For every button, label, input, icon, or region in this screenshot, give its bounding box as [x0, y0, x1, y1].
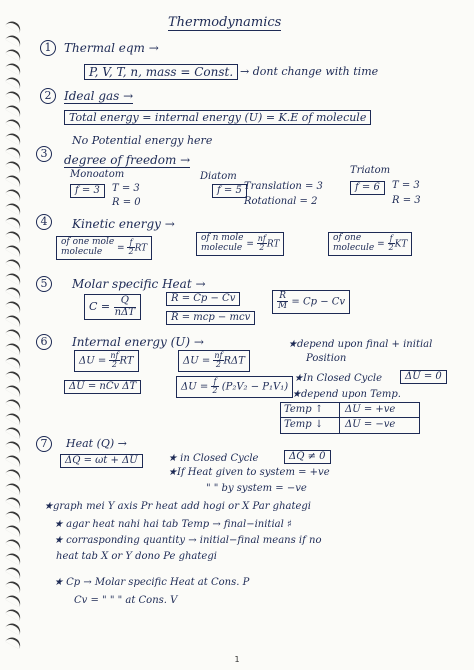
du-pv-box: ΔU = $\frac{f}{2}$ (P₂V₂ − P₁V₁): [176, 376, 293, 398]
section-6-number: 6: [36, 334, 52, 350]
spiral-ring: [5, 383, 23, 398]
diatom-label: Diatom: [200, 171, 237, 182]
spiral-ring: [5, 621, 23, 636]
spiral-ring: [5, 47, 23, 62]
triatom-label: Triatom: [350, 165, 391, 176]
du-note-position: Position: [306, 353, 347, 364]
spiral-ring: [5, 551, 23, 566]
heat-box: ΔQ = ωt + ΔU: [60, 454, 143, 468]
spiral-ring: [5, 411, 23, 426]
section-3-heading: degree of freedom →: [64, 153, 191, 167]
section-5-number: 5: [36, 276, 52, 292]
section-4-number: 4: [36, 214, 52, 230]
ke-n-mole-box: of n mole molecule = $\frac{nf}{2}$ RT: [196, 232, 284, 256]
triatom-t: T = 3: [392, 180, 420, 191]
spiral-ring: [5, 495, 23, 510]
spiral-ring: [5, 19, 23, 34]
temp-decrease-label: Temp ↓: [284, 419, 324, 430]
spiral-ring: [5, 243, 23, 258]
ke-one-molecule-box: of one molecule = $\frac{f}{2}$ KT: [328, 232, 412, 256]
spiral-ring: [5, 565, 23, 580]
du-note-temp: ★depend upon Temp.: [292, 389, 401, 400]
du-zero-box: ΔU = 0: [400, 370, 447, 384]
diatom-rotational: Rotational = 2: [244, 196, 318, 207]
section-4-heading: Kinetic energy →: [72, 217, 175, 231]
spiral-ring: [5, 397, 23, 412]
mayer-mass-box: R = mcp − mcv: [166, 311, 255, 325]
section-1-heading: Thermal eqm →: [64, 41, 159, 55]
heat-note-by-system: " " by system = −ve: [206, 483, 307, 494]
mayer-relation-box: R = Cp − Cv: [166, 292, 240, 306]
du-note-depend: ★depend upon final + initial: [288, 339, 433, 350]
spiral-ring: [5, 75, 23, 90]
temp-table: [280, 402, 420, 434]
note-line-6: Cv = " " " at Cons. V: [74, 595, 178, 606]
page-number: 1: [234, 655, 240, 664]
monoatom-label: Monoatom: [70, 169, 125, 180]
spiral-ring: [5, 33, 23, 48]
monoatom-r: R = 0: [112, 197, 141, 208]
ideal-gas-box: Total energy = internal energy (U) = K.E of molecule: [64, 110, 371, 125]
spiral-ring: [5, 131, 23, 146]
note-line-5: ★ Cp → Molar specific Heat at Cons. P: [54, 577, 250, 588]
heat-note-closed-cycle: ★ in Closed Cycle: [168, 453, 259, 464]
thermal-eq-box: P, V, T, n, mass = Const.: [84, 64, 238, 80]
du-note-closed-cycle: ★In Closed Cycle: [294, 373, 383, 384]
spiral-ring: [5, 201, 23, 216]
note-line-1: ★graph mei Y axis Pr heat add hogi or X Par ghategi: [44, 501, 312, 512]
spiral-ring: [5, 285, 23, 300]
monoatom-f: f = 3: [70, 184, 105, 198]
spiral-ring: [5, 313, 23, 328]
temp-increase-value: ΔU = +ve: [345, 404, 396, 415]
spiral-ring: [5, 579, 23, 594]
du-ncv-box: ΔU = nCv ΔT: [64, 380, 141, 394]
section-2-heading: Ideal gas →: [64, 89, 134, 103]
note-line-4: heat tab X or Y dono Pe ghategi: [56, 551, 217, 562]
ke-one-mole-box: of one mole molecule = $\frac{f}{2}$ RT: [56, 236, 152, 260]
page-title: Thermodynamics: [168, 15, 282, 30]
spiral-ring: [5, 481, 23, 496]
spiral-ring: [5, 271, 23, 286]
spiral-ring: [5, 61, 23, 76]
spiral-ring: [5, 341, 23, 356]
spiral-ring: [5, 467, 23, 482]
du-nf-rt-box: ΔU = $\frac{nf}{2}$ RT: [74, 350, 139, 372]
spiral-ring: [5, 537, 23, 552]
spiral-ring: [5, 593, 23, 608]
spiral-ring: [5, 425, 23, 440]
spiral-ring: [5, 215, 23, 230]
section-3-number: 3: [36, 146, 52, 162]
spiral-ring: [5, 635, 23, 650]
spiral-ring: [5, 229, 23, 244]
spiral-ring: [5, 117, 23, 132]
monoatom-t: T = 3: [112, 183, 140, 194]
section-7-heading: Heat (Q) →: [66, 437, 127, 450]
spiral-ring: [5, 299, 23, 314]
spiral-ring: [5, 103, 23, 118]
section-6-heading: Internal energy (U) →: [72, 335, 204, 349]
section-5-heading: Molar specific Heat →: [72, 277, 206, 291]
spiral-ring: [5, 173, 23, 188]
spiral-ring: [5, 439, 23, 454]
spiral-ring: [5, 453, 23, 468]
molar-heat-box: C = $\frac{Q}{\text{nΔT}}$: [84, 294, 141, 320]
thermal-eq-note: → dont change with time: [240, 65, 379, 78]
spiral-ring: [5, 257, 23, 272]
spiral-ring: [5, 159, 23, 174]
spiral-ring: [5, 369, 23, 384]
spiral-ring: [5, 607, 23, 622]
specific-gas-box: $\frac{R}{M}$ = Cp − Cv: [272, 290, 350, 314]
spiral-ring: [5, 145, 23, 160]
diatom-f: f = 5: [212, 184, 247, 198]
section-7-number: 7: [36, 436, 52, 452]
triatom-r: R = 3: [392, 195, 421, 206]
section-2-number: 2: [40, 88, 56, 104]
spiral-ring: [5, 187, 23, 202]
dq-nonzero-box: ΔQ ≠ 0: [284, 450, 331, 464]
section-1-number: 1: [40, 40, 56, 56]
heat-note-given: ★If Heat given to system = +ve: [168, 467, 330, 478]
temp-increase-label: Temp ↑: [284, 404, 324, 415]
triatom-f: f = 6: [350, 181, 385, 195]
spiral-ring: [5, 89, 23, 104]
note-line-3: ★ corrasponding quantity → initial−final means if no: [54, 535, 322, 546]
du-nf-rdt-box: ΔU = $\frac{nf}{2}$ RΔT: [178, 350, 250, 372]
temp-decrease-value: ΔU = −ve: [345, 419, 396, 430]
spiral-ring: [5, 327, 23, 342]
ideal-gas-note: No Potential energy here: [72, 134, 213, 147]
diatom-translation: Translation = 3: [244, 181, 323, 192]
spiral-ring: [5, 355, 23, 370]
note-line-2: ★ agar heat nahi hai tab Temp → final−initial ♯: [54, 519, 292, 530]
spiral-ring: [5, 523, 23, 538]
spiral-ring: [5, 509, 23, 524]
